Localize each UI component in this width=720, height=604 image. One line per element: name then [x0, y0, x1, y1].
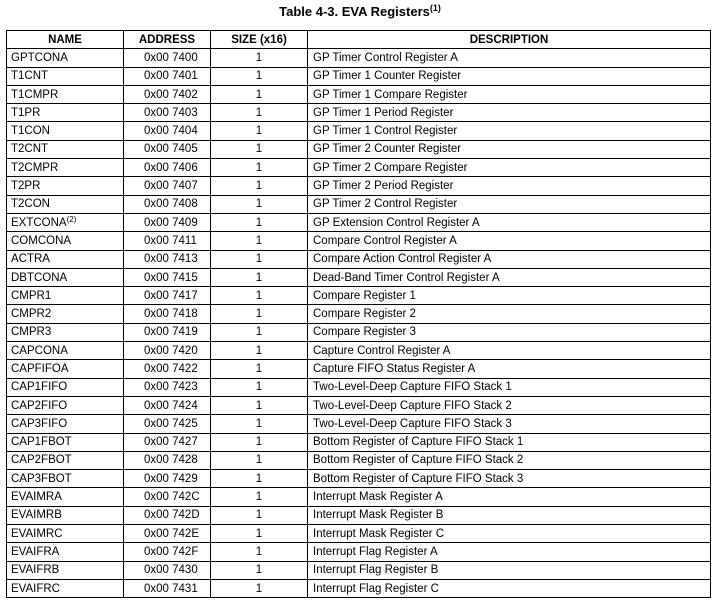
- register-name-text: CAPCONA: [11, 344, 68, 357]
- register-address-cell: [124, 67, 211, 85]
- register-description-cell: [308, 213, 711, 231]
- register-name-text: T2PR: [11, 180, 41, 193]
- register-size-text: 1: [255, 234, 263, 247]
- register-description-cell: [308, 323, 711, 341]
- register-address-cell: [124, 268, 211, 286]
- register-description-cell: [308, 49, 711, 67]
- register-size-cell: [211, 396, 308, 414]
- register-name-text: EXTCONA: [11, 216, 67, 229]
- register-name-cell: [7, 470, 124, 488]
- register-address-text: 0x00 742E: [144, 527, 199, 540]
- register-description-cell: [308, 561, 711, 579]
- register-description-text: Interrupt Flag Register C: [313, 582, 439, 595]
- register-address-cell: [124, 561, 211, 579]
- table-row: [7, 177, 711, 195]
- table-row: [7, 140, 711, 158]
- register-address-cell: [124, 433, 211, 451]
- register-size-text: 1: [255, 399, 263, 412]
- table-row: [7, 470, 711, 488]
- register-size-text: 1: [255, 344, 263, 357]
- register-description-cell: [308, 579, 711, 597]
- register-name-cell: [7, 213, 124, 231]
- table-row: [7, 104, 711, 122]
- register-name-cell: [7, 49, 124, 67]
- register-address-cell: [124, 396, 211, 414]
- register-name-text: COMCONA: [11, 234, 72, 247]
- register-name-cell: [7, 232, 124, 250]
- register-address-text: 0x00 7406: [144, 161, 198, 174]
- register-description-text: Bottom Register of Capture FIFO Stack 1: [313, 436, 524, 449]
- table-row: [7, 360, 711, 378]
- register-table-body: [7, 49, 711, 598]
- register-name-cell: [7, 451, 124, 469]
- register-address-cell: [124, 488, 211, 506]
- register-description-cell: [308, 305, 711, 323]
- table-caption: [0, 2, 720, 22]
- register-name-cell: [7, 360, 124, 378]
- register-size-text: 1: [255, 271, 263, 284]
- register-name-text: CAP2FIFO: [11, 399, 68, 412]
- register-address-text: 0x00 7403: [144, 106, 198, 119]
- register-name-cell: [7, 250, 124, 268]
- register-address-text: 0x00 7429: [144, 472, 198, 485]
- register-size-cell: [211, 104, 308, 122]
- table-row: [7, 305, 711, 323]
- register-description-text: Compare Register 1: [313, 289, 416, 302]
- register-name-text: T2CMPR: [11, 161, 59, 174]
- register-size-text: 1: [255, 472, 263, 485]
- register-name-text: CAPFIFOA: [11, 362, 69, 375]
- register-size-text: 1: [255, 491, 263, 504]
- table-row: [7, 122, 711, 140]
- table-row: [7, 232, 711, 250]
- register-description-text: GP Extension Control Register A: [313, 216, 480, 229]
- register-address-text: 0x00 742C: [144, 491, 200, 504]
- register-address-cell: [124, 342, 211, 360]
- register-description-cell: [308, 506, 711, 524]
- register-description-cell: [308, 396, 711, 414]
- register-name-text: EVAIFRA: [11, 545, 60, 558]
- register-size-cell: [211, 378, 308, 396]
- register-name-text: CAP1FBOT: [11, 436, 72, 449]
- register-size-text: 1: [255, 326, 263, 339]
- register-name-text: T2CON: [11, 198, 50, 211]
- register-address-text: 0x00 7420: [144, 344, 198, 357]
- register-size-cell: [211, 506, 308, 524]
- register-address-cell: [124, 506, 211, 524]
- register-name-text: T1CON: [11, 125, 50, 138]
- register-size-cell: [211, 213, 308, 231]
- column-header-address: ADDRESS: [124, 31, 211, 49]
- register-address-text: 0x00 7409: [144, 216, 198, 229]
- register-size-text: 1: [255, 454, 263, 467]
- register-size-text: 1: [255, 125, 263, 138]
- register-size-text: 1: [255, 180, 263, 193]
- register-description-cell: [308, 543, 711, 561]
- register-description-text: GP Timer 1 Period Register: [313, 106, 454, 119]
- register-address-text: 0x00 7430: [144, 564, 198, 577]
- register-description-cell: [308, 85, 711, 103]
- column-header-name: NAME: [7, 31, 124, 49]
- register-size-cell: [211, 159, 308, 177]
- register-size-cell: [211, 305, 308, 323]
- register-description-cell: [308, 525, 711, 543]
- register-name-cell: [7, 378, 124, 396]
- register-description-text: Capture FIFO Status Register A: [313, 362, 476, 375]
- register-description-cell: [308, 177, 711, 195]
- register-address-text: 0x00 7424: [144, 399, 198, 412]
- register-address-cell: [124, 195, 211, 213]
- register-name-text: T1PR: [11, 106, 41, 119]
- register-size-cell: [211, 140, 308, 158]
- register-description-text: Compare Register 3: [313, 326, 416, 339]
- register-address-text: 0x00 7425: [144, 417, 198, 430]
- register-address-text: 0x00 7413: [144, 253, 198, 266]
- register-name-cell: [7, 122, 124, 140]
- table-row: [7, 67, 711, 85]
- register-description-cell: [308, 470, 711, 488]
- register-address-cell: [124, 543, 211, 561]
- register-name-cell: [7, 561, 124, 579]
- register-size-text: 1: [255, 161, 263, 174]
- register-size-cell: [211, 543, 308, 561]
- register-address-text: 0x00 7400: [144, 51, 198, 64]
- register-description-cell: [308, 488, 711, 506]
- register-description-text: Capture Control Register A: [313, 344, 451, 357]
- table-row: [7, 525, 711, 543]
- register-name-cell: [7, 323, 124, 341]
- register-address-text: 0x00 7405: [144, 143, 198, 156]
- register-name-text: GPTCONA: [11, 51, 68, 64]
- register-description-cell: [308, 250, 711, 268]
- register-address-text: 0x00 7427: [144, 436, 198, 449]
- register-address-cell: [124, 451, 211, 469]
- register-description-cell: [308, 195, 711, 213]
- register-description-text: GP Timer 1 Counter Register: [313, 70, 462, 83]
- column-header-description: DESCRIPTION: [308, 31, 711, 49]
- register-address-text: 0x00 7417: [144, 289, 198, 302]
- register-name-cell: [7, 525, 124, 543]
- register-name-text: T2CNT: [11, 143, 49, 156]
- register-description-cell: [308, 342, 711, 360]
- register-size-text: 1: [255, 509, 263, 522]
- register-name-text: CAP3FIFO: [11, 417, 68, 430]
- register-size-cell: [211, 525, 308, 543]
- register-address-cell: [124, 415, 211, 433]
- footnote-ref: (2): [66, 214, 77, 224]
- register-size-cell: [211, 49, 308, 67]
- register-description-text: Bottom Register of Capture FIFO Stack 2: [313, 454, 524, 467]
- table-title: Table 4-3. EVA Registers: [279, 4, 430, 19]
- register-description-text: Compare Control Register A: [313, 234, 457, 247]
- register-description-cell: [308, 433, 711, 451]
- register-size-cell: [211, 250, 308, 268]
- register-name-text: CMPR2: [11, 308, 52, 321]
- register-description-text: Compare Action Control Register A: [313, 253, 492, 266]
- register-size-text: 1: [255, 198, 263, 211]
- register-size-cell: [211, 342, 308, 360]
- register-address-cell: [124, 232, 211, 250]
- table-row: [7, 195, 711, 213]
- register-size-text: 1: [255, 106, 263, 119]
- register-size-text: 1: [255, 564, 263, 577]
- register-size-cell: [211, 232, 308, 250]
- register-description-text: Interrupt Mask Register C: [313, 527, 445, 540]
- register-name-text: ACTRA: [11, 253, 50, 266]
- register-size-text: 1: [255, 51, 263, 64]
- register-description-text: GP Timer 1 Control Register: [313, 125, 458, 138]
- table-note-ref: (1): [429, 3, 441, 13]
- register-address-cell: [124, 140, 211, 158]
- register-address-cell: [124, 470, 211, 488]
- register-description-cell: [308, 104, 711, 122]
- register-address-cell: [124, 323, 211, 341]
- register-description-cell: [308, 232, 711, 250]
- register-size-text: 1: [255, 545, 263, 558]
- register-address-cell: [124, 49, 211, 67]
- register-address-cell: [124, 378, 211, 396]
- register-size-cell: [211, 561, 308, 579]
- register-name-cell: [7, 268, 124, 286]
- table-row: [7, 506, 711, 524]
- register-description-text: Interrupt Flag Register A: [313, 545, 438, 558]
- table-row: [7, 396, 711, 414]
- register-address-cell: [124, 360, 211, 378]
- register-name-text: EVAIMRA: [11, 491, 62, 504]
- register-address-cell: [124, 122, 211, 140]
- register-address-text: 0x00 742F: [144, 545, 199, 558]
- register-size-cell: [211, 433, 308, 451]
- register-name-text: CAP3FBOT: [11, 472, 72, 485]
- table-row: [7, 415, 711, 433]
- table-row: [7, 159, 711, 177]
- table-row: [7, 287, 711, 305]
- register-name-cell: [7, 579, 124, 597]
- register-size-cell: [211, 85, 308, 103]
- register-address-cell: [124, 287, 211, 305]
- register-description-text: Two-Level-Deep Capture FIFO Stack 1: [313, 381, 512, 394]
- register-address-cell: [124, 159, 211, 177]
- table-row: [7, 268, 711, 286]
- register-description-text: GP Timer 2 Control Register: [313, 198, 458, 211]
- register-name-cell: [7, 506, 124, 524]
- register-description-text: Bottom Register of Capture FIFO Stack 3: [313, 472, 524, 485]
- register-name-text: CMPR1: [11, 289, 52, 302]
- register-description-cell: [308, 67, 711, 85]
- register-address-cell: [124, 104, 211, 122]
- register-address-text: 0x00 742D: [144, 509, 200, 522]
- register-description-text: GP Timer 1 Compare Register: [313, 88, 468, 101]
- register-name-text: T1CMPR: [11, 88, 59, 101]
- register-size-cell: [211, 323, 308, 341]
- table-row: [7, 488, 711, 506]
- register-description-cell: [308, 122, 711, 140]
- register-name-cell: [7, 159, 124, 177]
- register-description-text: Interrupt Flag Register B: [313, 564, 439, 577]
- register-name-cell: [7, 433, 124, 451]
- register-address-cell: [124, 305, 211, 323]
- register-size-cell: [211, 451, 308, 469]
- register-size-text: 1: [255, 70, 263, 83]
- register-size-cell: [211, 488, 308, 506]
- register-address-cell: [124, 85, 211, 103]
- register-name-cell: [7, 396, 124, 414]
- table-row: [7, 451, 711, 469]
- register-name-cell: [7, 543, 124, 561]
- register-name-cell: [7, 415, 124, 433]
- register-name-cell: [7, 177, 124, 195]
- register-address-text: 0x00 7431: [144, 582, 198, 595]
- table-row: [7, 323, 711, 341]
- register-size-cell: [211, 67, 308, 85]
- header-row: [7, 31, 711, 49]
- register-name-text: EVAIMRC: [11, 527, 63, 540]
- column-header-size: SIZE (x16): [211, 31, 308, 49]
- register-description-text: Two-Level-Deep Capture FIFO Stack 3: [313, 417, 512, 430]
- register-size-text: 1: [255, 253, 263, 266]
- register-name-cell: [7, 104, 124, 122]
- register-description-cell: [308, 451, 711, 469]
- register-address-text: 0x00 7402: [144, 88, 198, 101]
- register-description-text: GP Timer Control Register A: [313, 51, 458, 64]
- register-address-text: 0x00 7419: [144, 326, 198, 339]
- register-description-cell: [308, 140, 711, 158]
- register-description-cell: [308, 415, 711, 433]
- register-description-cell: [308, 360, 711, 378]
- register-size-cell: [211, 470, 308, 488]
- register-address-text: 0x00 7415: [144, 271, 198, 284]
- register-address-cell: [124, 250, 211, 268]
- register-address-cell: [124, 177, 211, 195]
- table-row: [7, 213, 711, 231]
- table-row: [7, 543, 711, 561]
- register-name-cell: [7, 287, 124, 305]
- register-table: [6, 30, 711, 598]
- register-size-text: 1: [255, 436, 263, 449]
- register-description-text: Interrupt Mask Register A: [313, 491, 443, 504]
- register-address-cell: [124, 525, 211, 543]
- register-address-text: 0x00 7401: [144, 70, 198, 83]
- register-name-cell: [7, 85, 124, 103]
- register-name-cell: [7, 488, 124, 506]
- register-size-text: 1: [255, 582, 263, 595]
- table-row: [7, 49, 711, 67]
- register-name-cell: [7, 305, 124, 323]
- register-description-cell: [308, 287, 711, 305]
- table-row: [7, 561, 711, 579]
- table-row: [7, 85, 711, 103]
- register-name-text: CAP2FBOT: [11, 454, 72, 467]
- register-address-cell: [124, 213, 211, 231]
- register-description-text: Dead-Band Timer Control Register A: [313, 271, 500, 284]
- register-size-text: 1: [255, 362, 263, 375]
- table-row: [7, 250, 711, 268]
- register-size-cell: [211, 415, 308, 433]
- register-address-text: 0x00 7407: [144, 180, 198, 193]
- register-name-text: DBTCONA: [11, 271, 68, 284]
- register-name-text: CAP1FIFO: [11, 381, 68, 394]
- register-size-text: 1: [255, 143, 263, 156]
- register-address-text: 0x00 7411: [144, 234, 197, 247]
- register-description-text: GP Timer 2 Period Register: [313, 180, 454, 193]
- register-description-text: GP Timer 2 Counter Register: [313, 143, 462, 156]
- register-size-text: 1: [255, 88, 263, 101]
- register-name-text: EVAIFRC: [11, 582, 60, 595]
- register-size-text: 1: [255, 417, 263, 430]
- register-description-cell: [308, 378, 711, 396]
- register-name-text: EVAIMRB: [11, 509, 62, 522]
- register-name-cell: [7, 342, 124, 360]
- table-row: [7, 579, 711, 597]
- register-size-cell: [211, 287, 308, 305]
- register-address-text: 0x00 7422: [144, 362, 198, 375]
- register-size-cell: [211, 268, 308, 286]
- register-address-text: 0x00 7428: [144, 454, 198, 467]
- register-name-cell: [7, 195, 124, 213]
- register-name-text: CMPR3: [11, 326, 52, 339]
- table-row: [7, 378, 711, 396]
- register-description-text: Compare Register 2: [313, 308, 416, 321]
- register-size-text: 1: [255, 308, 263, 321]
- register-name-text: T1CNT: [11, 70, 49, 83]
- register-size-text: 1: [255, 289, 263, 302]
- register-description-text: Interrupt Mask Register B: [313, 509, 444, 522]
- table-row: [7, 342, 711, 360]
- register-size-text: 1: [255, 216, 263, 229]
- register-size-cell: [211, 579, 308, 597]
- register-description-text: GP Timer 2 Compare Register: [313, 161, 468, 174]
- register-size-cell: [211, 177, 308, 195]
- register-size-cell: [211, 122, 308, 140]
- register-size-cell: [211, 195, 308, 213]
- table-row: [7, 433, 711, 451]
- register-description-text: Two-Level-Deep Capture FIFO Stack 2: [313, 399, 512, 412]
- register-address-text: 0x00 7423: [144, 381, 198, 394]
- register-size-cell: [211, 360, 308, 378]
- register-address-text: 0x00 7404: [144, 125, 198, 138]
- register-name-cell: [7, 140, 124, 158]
- register-address-text: 0x00 7418: [144, 308, 198, 321]
- register-address-text: 0x00 7408: [144, 198, 198, 211]
- register-size-text: 1: [255, 527, 263, 540]
- register-size-text: 1: [255, 381, 263, 394]
- register-description-cell: [308, 159, 711, 177]
- register-name-cell: [7, 67, 124, 85]
- register-address-cell: [124, 579, 211, 597]
- register-name-text: EVAIFRB: [11, 564, 60, 577]
- register-description-cell: [308, 268, 711, 286]
